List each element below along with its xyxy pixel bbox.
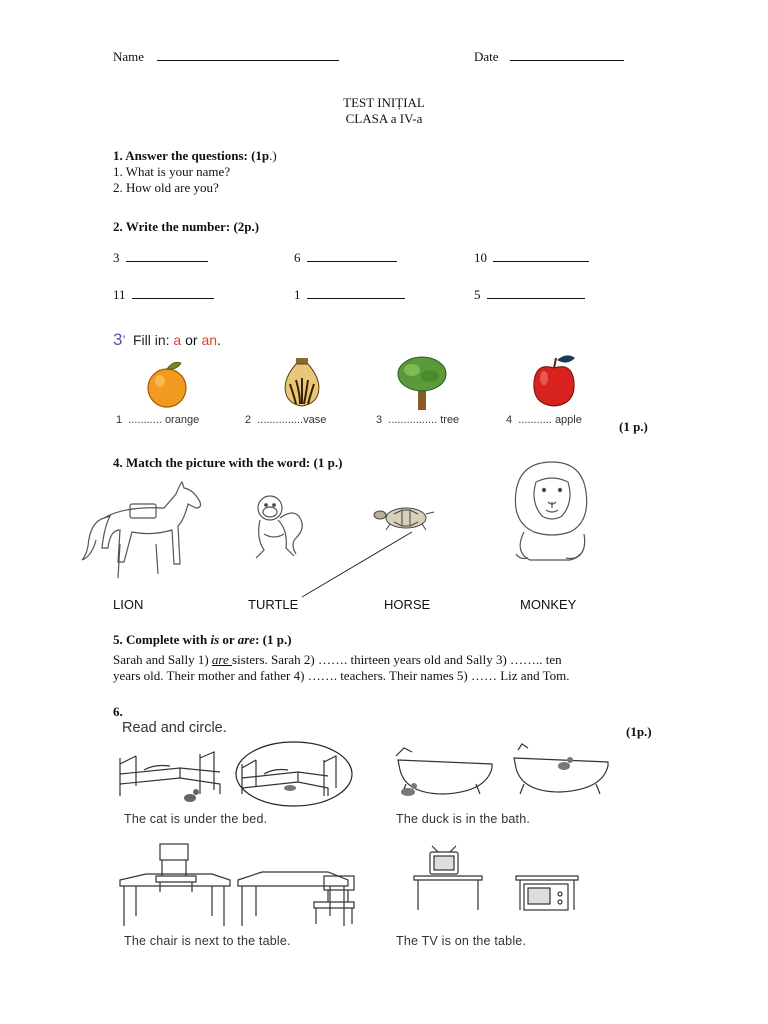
word-monkey[interactable]: MONKEY: [520, 597, 577, 612]
fill-item-orange[interactable]: 1 ........... orange: [116, 414, 200, 426]
caption-cat-bed[interactable]: The cat is under the bed.: [124, 812, 268, 826]
question-4-heading: 4. Match the picture with the word: (1 p.): [113, 455, 343, 470]
word-lion[interactable]: LION: [113, 597, 144, 612]
question-3-points: (1 p.): [619, 419, 648, 434]
question-1-line-2: 2. How old are you?: [113, 180, 219, 195]
question-3-heading: 3’ Fill in: a or an.: [113, 330, 221, 349]
tv-image: [412, 846, 612, 912]
word-turtle[interactable]: TURTLE: [248, 597, 299, 612]
question-6-number: 6.: [113, 704, 123, 719]
number-item-10[interactable]: 10: [474, 249, 589, 266]
fill-item-tree[interactable]: 3 ................ tree: [376, 414, 460, 426]
caption-tv-table[interactable]: The TV is on the table.: [396, 934, 527, 948]
question-5-text: [113, 652, 673, 684]
number-item-5[interactable]: 5: [474, 286, 585, 303]
beds-image: [114, 740, 354, 810]
question-1-heading: 1. Answer the questions: (1p.): [113, 148, 277, 163]
question-5-heading: 5. Complete with is or are: (1 p.): [113, 632, 292, 647]
question-6-points: (1p.): [626, 724, 652, 739]
caption-chair-table[interactable]: The chair is next to the table.: [124, 934, 291, 948]
date-label: Date: [474, 49, 499, 64]
number-item-11[interactable]: 11: [113, 286, 214, 303]
chair-table-image: [116, 840, 360, 930]
name-label: Name: [113, 49, 145, 64]
fill-item-vase[interactable]: 2 ...............vase: [245, 414, 327, 426]
question-2-heading: 2. Write the number: (2p.): [113, 219, 260, 234]
number-item-1[interactable]: 1: [294, 286, 405, 303]
number-item-6[interactable]: 6: [294, 249, 397, 266]
baths-image: [392, 742, 614, 806]
fill-item-apple[interactable]: 4 ........... apple: [506, 414, 582, 426]
question-5-line-1: Sarah and Sally 1) are sisters. Sarah 2) ……. thirteen years old and Sally 3) …….. ten: [113, 652, 562, 667]
title-line-1: TEST INIȚIAL: [343, 95, 425, 110]
question-6-title: Read and circle.: [122, 720, 227, 736]
word-horse[interactable]: HORSE: [384, 597, 431, 612]
question-1-line-1: 1. What is your name?: [113, 164, 231, 179]
caption-duck-bath[interactable]: The duck is in the bath.: [396, 812, 531, 826]
title-line-2: CLASA a IV-a: [345, 111, 423, 126]
question-5-line-2: years old. Their mother and father 4) ……. teachers. Their names 5) …… Liz and Tom.: [113, 668, 570, 683]
number-item-3[interactable]: 3: [113, 249, 208, 266]
